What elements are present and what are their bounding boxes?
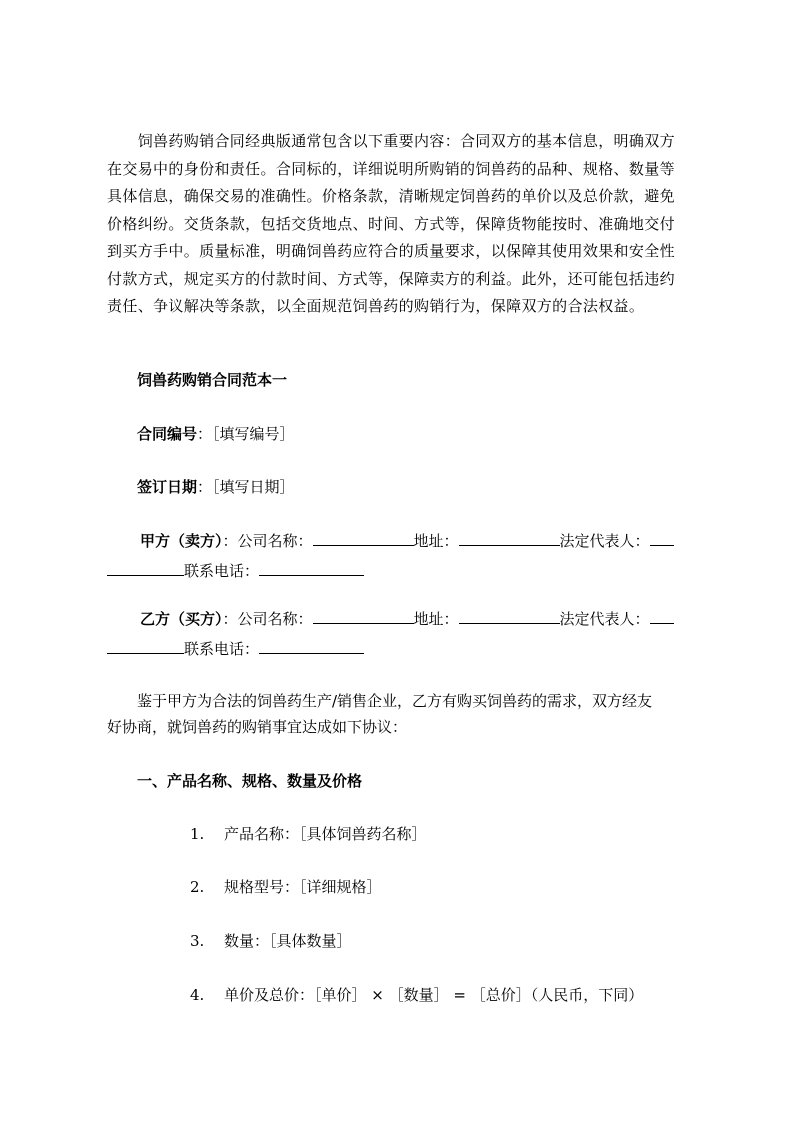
recital-line: 鉴于甲方为合法的饲兽药生产/销售企业，乙方有购买饲兽药的需求，双方经友 xyxy=(107,692,653,710)
party-b-company-blank[interactable] xyxy=(313,609,414,624)
contract-number-row xyxy=(137,424,295,444)
recital-line: 好协商，就饲兽药的购销事宜达成如下协议： xyxy=(107,718,408,736)
party-a-rep-blank-cont[interactable] xyxy=(107,561,184,576)
signing-date-row xyxy=(137,477,295,497)
contract-title: 饲兽药购销合同范本一 xyxy=(137,371,288,389)
list-number: 3. xyxy=(190,932,205,950)
party-b-line2 xyxy=(107,639,701,659)
list-text: 规格型号：［详细规格］ xyxy=(224,878,382,896)
party-a-address-label: 地址： xyxy=(413,532,459,550)
intro-line: 责任、争议解决等条款，以全面规范饲兽药的购销行为，保障双方的合法权益。 xyxy=(107,297,645,315)
list-item xyxy=(190,877,382,897)
signing-date-value: ：［填写日期］ xyxy=(197,478,295,496)
party-b-phone-label: 联系电话： xyxy=(184,640,260,658)
list-number: 2. xyxy=(190,878,205,896)
party-b-rep-label: 法定代表人： xyxy=(559,610,650,628)
party-b-label: 乙方（买方） xyxy=(140,610,223,628)
list-number: 4. xyxy=(190,986,205,1004)
party-a-company-blank[interactable] xyxy=(313,531,414,546)
intro-line: 价格纠纷。交货条款，包括交货地点、时间、方式等，保障货物能按时、准确地交付 xyxy=(107,214,675,233)
list-text: 单价及总价：［单价］ × ［数量］ = ［总价］（人民币，下同） xyxy=(224,986,644,1004)
party-b-company-label: ：公司名称： xyxy=(222,610,313,628)
party-a-phone-label: 联系电话： xyxy=(184,562,260,580)
list-item xyxy=(190,824,427,844)
signing-date-label: 签订日期 xyxy=(137,478,198,496)
party-b-phone-blank[interactable] xyxy=(259,639,364,654)
party-a-label: 甲方（卖方） xyxy=(140,532,223,550)
party-b-address-label: 地址： xyxy=(413,610,459,628)
list-item xyxy=(190,985,643,1005)
list-number: 1. xyxy=(190,825,205,843)
party-b-rep-blank-cont[interactable] xyxy=(107,639,184,654)
list-item xyxy=(190,931,352,951)
party-a-address-blank[interactable] xyxy=(459,531,560,546)
intro-line: 具体信息，确保交易的准确性。价格条款，清晰规定饲兽药的单价以及总价款，避免 xyxy=(107,187,675,205)
party-b-line xyxy=(107,609,701,629)
section-heading: 一、产品名称、规格、数量及价格 xyxy=(137,772,363,790)
party-a-phone-blank[interactable] xyxy=(259,561,364,576)
party-a-line2 xyxy=(107,561,701,581)
intro-paragraph xyxy=(107,128,701,321)
intro-line: 付款方式，规定买方的付款时间、方式等，保障卖方的利益。此外，还可能包括违约 xyxy=(107,269,675,288)
contract-number-label: 合同编号 xyxy=(137,425,198,443)
intro-line: 饲兽药购销合同经典版通常包含以下重要内容：合同双方的基本信息，明确双方 xyxy=(107,132,675,150)
party-a-block xyxy=(107,531,701,581)
party-b-block xyxy=(107,609,701,659)
intro-line: 在交易中的身份和责任。合同标的，详细说明所购销的饲兽药的品种、规格、数量等 xyxy=(107,159,675,178)
intro-line: 到买方手中。质量标准，明确饲兽药应符合的质量要求，以保障其使用效果和安全性 xyxy=(107,242,675,260)
party-a-rep-blank[interactable] xyxy=(650,531,674,546)
list-text: 产品名称：［具体饲兽药名称］ xyxy=(224,825,427,843)
party-b-address-blank[interactable] xyxy=(459,609,560,624)
party-a-line xyxy=(107,531,701,551)
party-a-rep-label: 法定代表人： xyxy=(559,532,650,550)
party-a-company-label: ：公司名称： xyxy=(222,532,313,550)
list-text: 数量：［具体数量］ xyxy=(224,932,352,950)
recital-paragraph xyxy=(107,688,701,740)
party-b-rep-blank[interactable] xyxy=(650,609,674,624)
contract-number-value: ：［填写编号］ xyxy=(197,425,295,443)
